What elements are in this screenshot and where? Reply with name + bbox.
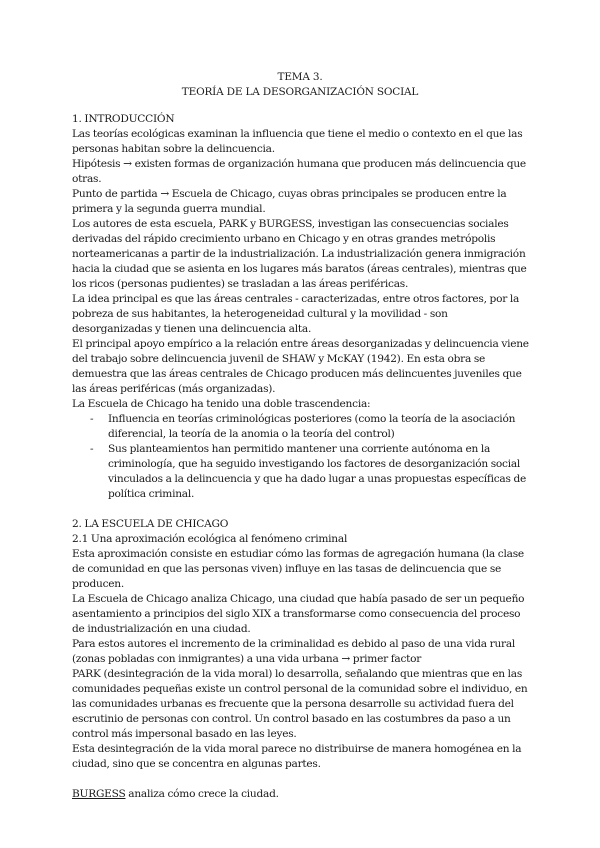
paragraph: PARK (desintegración de la vida moral) lo desarrolla, señalando que mientras que en las comunidades pequeñas existe un control personal de la comunidad sobre el individuo, en las comunidades urbanas es frecuente que la persona desarrolle su actividad fuera del escrutinio de personas con control. Un control basado en las costumbres da paso a un control más impersonal basado en las leyes.	[72, 668, 528, 740]
page-title: TEORÍA DE LA DESORGANIZACIÓN SOCIAL	[181, 86, 419, 98]
spacer	[72, 502, 530, 517]
document-header	[70, 70, 530, 100]
section-heading-introduccion: 1. INTRODUCCIÓN	[72, 113, 175, 125]
paragraph: La idea principal es que las áreas centrales - caracterizadas, entre otros factores, por la pobreza de sus habitantes, la heterogeneidad cultural y la movilidad - son desorganizadas y tienen una delincuencia alta.	[72, 293, 520, 335]
paragraph: Las teorías ecológicas examinan la influencia que tiene el medio o contexto en el que las personas habitan sobre la delincuencia.	[72, 128, 523, 155]
burgess-text: analiza cómo crece la ciudad.	[125, 788, 279, 800]
list-item: - Sus planteamientos han permitido mantener una corriente autónoma en la criminología, que ha seguido investigando los factores de desorganización social vinculados a la delincuencia y que ha dado lugar a unas propuestas específicas de política criminal.	[108, 442, 530, 502]
spacer	[72, 772, 530, 787]
paragraph: Hipótesis → existen formas de organización humana que producen más delincuencia que otras.	[72, 158, 526, 185]
paragraph: Esta desintegración de la vida moral parece no distribuirse de manera homogénea en la ciudad, sino que se concentra en algunas partes.	[72, 743, 522, 770]
section-heading-escuela-chicago: 2. LA ESCUELA DE CHICAGO	[72, 518, 229, 530]
bullet-list	[72, 412, 530, 502]
tema-label: TEMA 3.	[277, 71, 323, 83]
document-body	[72, 112, 530, 802]
burgess-name: BURGESS	[72, 788, 126, 800]
paragraph: El principal apoyo empírico a la relación entre áreas desorganizadas y delincuencia viene del trabajo sobre delincuencia juvenil de SHAW y McKAY (1942). En esta obra se demuestra que las áreas centrales de Chicago producen más delincuentes juveniles que las áreas periféricas (más organizadas).	[72, 338, 529, 395]
subsection-heading: 2.1 Una aproximación ecológica al fenómeno criminal	[72, 533, 348, 545]
paragraph: Los autores de esta escuela, PARK y BURGESS, investigan las consecuencias sociales derivadas del rápido crecimiento urbano en Chicago y en otras grandes metrópolis norteamericanas a partir de la industrialización. La industrialización genera inmigración hacia la ciudad que se asienta en los lugares más baratos (áreas centrales), mientras que los ricos (personas pudientes) se trasladan a las áreas periféricas.	[72, 218, 527, 290]
paragraph: Esta aproximación consiste en estudiar cómo las formas de agregación humana (la clase de comunidad en que las personas viven) influye en las tasas de delincuencia que se producen.	[72, 548, 524, 590]
paragraph: Para estos autores el incremento de la criminalidad es debido al paso de una vida rural (zonas pobladas con inmigrantes) a una vida urbana → primer factor	[72, 638, 516, 665]
paragraph: La Escuela de Chicago ha tenido una doble trascendencia:	[72, 398, 371, 410]
paragraph: La Escuela de Chicago analiza Chicago, una ciudad que había pasado de ser un pequeño asentamiento a principios del siglo XIX a transformarse como consecuencia del proceso de industrialización en una ciudad.	[72, 593, 525, 635]
paragraph-burgess	[72, 787, 530, 802]
paragraph: Punto de partida → Escuela de Chicago, cuyas obras principales se producen entre la primera y la segunda guerra mundial.	[72, 188, 507, 215]
list-item: - Influencia en teorías criminológicas posteriores (como la teoría de la asociación diferencial, la teoría de la anomia o la teoría del control)	[108, 412, 530, 442]
